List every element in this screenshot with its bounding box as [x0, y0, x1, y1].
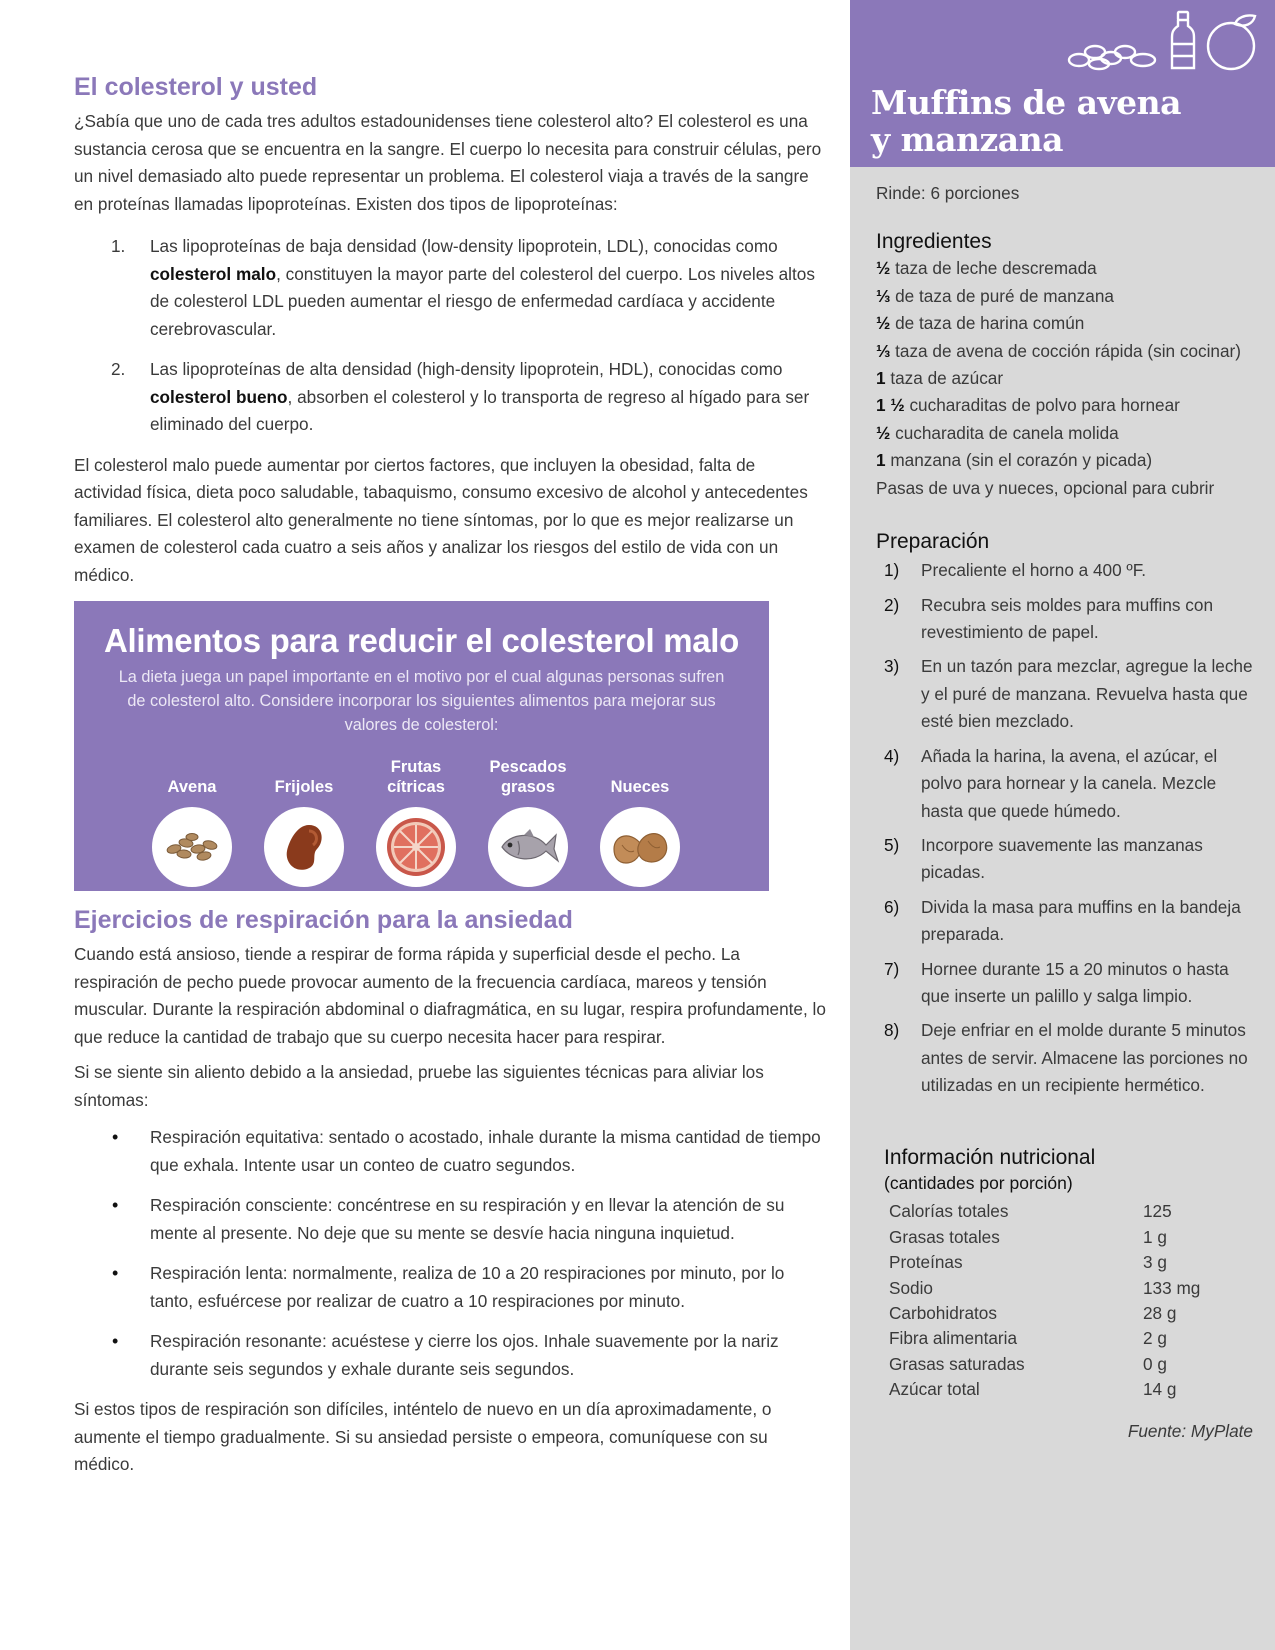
list-text — [150, 233, 826, 343]
foods-row — [136, 753, 696, 887]
ingredient-text: cucharaditas de polvo para hornear — [904, 395, 1180, 416]
step-text: Divida la masa para muffins en la bandeja preparada. — [921, 896, 1241, 945]
citrus-icon — [376, 807, 456, 887]
ingredient-text: taza de avena de cocción rápida (sin cocinar) — [890, 340, 1241, 361]
cholesterol-intro: ¿Sabía que uno de cada tres adultos estadounidenses tiene colesterol alto? El colesterol es una sustancia cerosa que se encuentra en la sangre. El cuerpo lo necesita para construir células, pero un nivel demasiado alto puede representar un problema. El colesterol viaja a través de la sangre en proteínas llamadas lipoproteínas. Existen dos tipos de lipoproteínas: — [74, 111, 822, 214]
nutrition-row — [876, 1199, 1255, 1224]
ingredient-qty: 1 — [876, 450, 886, 471]
nutrient-value: 3 g — [1143, 1252, 1167, 1273]
nutrition-row — [876, 1326, 1255, 1351]
ingredient-item — [876, 255, 1255, 282]
list-text: Respiración consciente: concéntrese en su respiración y en llevar la atención de su mente al presente. No deje que su mente se desvíe hacia ninguna inquietud. — [150, 1195, 785, 1243]
ingredient-text: de taza de harina común — [890, 313, 1085, 334]
bullet: • — [112, 1331, 119, 1351]
lipoprotein-list — [74, 233, 826, 439]
food-fish — [472, 753, 584, 887]
nutrient-label: Grasas saturadas — [889, 1353, 1025, 1374]
oats-outline-icon — [1065, 36, 1161, 72]
list-text-bold: colesterol malo — [150, 263, 277, 284]
nutrition-subheading: (cantidades por porción) — [884, 1172, 1073, 1193]
step-number: 2) — [884, 594, 900, 615]
ingredient-item — [876, 338, 1255, 365]
ingredient-text: de taza de puré de manzana — [890, 285, 1114, 306]
step-text: Añada la harina, la avena, el azúcar, el polvo para hornear y la canela. Mezcle hasta que quede húmedo. — [921, 745, 1218, 821]
ingredient-text: taza de azúcar — [885, 367, 1004, 388]
nutrient-label: Sodio — [889, 1277, 933, 1298]
step-text: Precaliente el horno a 400 ºF. — [921, 560, 1147, 581]
ingredient-text: cucharadita de canela molida — [890, 422, 1119, 443]
prep-step — [876, 557, 1255, 584]
step-text: Recubra seis moldes para muffins con revestimiento de papel. — [921, 594, 1214, 643]
list-text-part: , absorben el colesterol y lo transporta de regreso al hígado para ser eliminado del cuerpo. — [150, 386, 810, 434]
list-item — [74, 1328, 826, 1383]
food-label: Avena — [167, 778, 217, 796]
recipe-title-line1: Muffins de avena — [871, 83, 1181, 122]
step-text: Hornee durante 15 a 20 minutos o hasta que inserte un palillo y salga limpio. — [921, 958, 1229, 1006]
recipe-body — [850, 167, 1275, 1442]
step-text: En un tazón para mezclar, agregue la leche y el puré de manzana. Revuelva hasta que esté bien mezclado. — [921, 656, 1253, 732]
ingredient-qty: 1 ½ — [876, 395, 905, 416]
ingredient-qty: ½ — [876, 258, 891, 279]
apple-icon — [1205, 12, 1261, 72]
nutrient-label: Fibra alimentaria — [889, 1328, 1017, 1349]
list-text-part: , constituyen la mayor parte del colesterol del cuerpo. Los niveles altos de colesterol LDL pueden aumentar el riesgo de enfermedad cardíaca y accidente cerebrovascular. — [150, 263, 815, 339]
nutrition-row — [876, 1377, 1255, 1402]
food-beans — [248, 753, 360, 887]
step-number: 7) — [884, 958, 900, 979]
nutrient-label: Grasas totales — [889, 1226, 1000, 1247]
ingredient-item — [876, 420, 1255, 447]
ingredient-item — [876, 447, 1255, 474]
prep-step — [876, 653, 1255, 735]
main-column — [74, 72, 826, 1479]
milk-bottle-icon — [1169, 10, 1197, 72]
bullet: • — [112, 1127, 119, 1147]
prep-step — [876, 894, 1255, 949]
fish-icon — [488, 807, 568, 887]
ingredient-item — [876, 392, 1255, 419]
list-text-bold: colesterol bueno — [150, 386, 288, 407]
prep-step — [876, 956, 1255, 1011]
food-citrus — [360, 753, 472, 887]
food-label: Nueces — [610, 778, 670, 796]
nutrient-label: Proteínas — [889, 1252, 963, 1273]
ingredient-qty: ½ — [876, 313, 891, 334]
step-text: Deje enfriar en el molde durante 5 minutos antes de servir. Almacene las porciones no utilizadas en un recipiente hermético. — [921, 1020, 1248, 1096]
bullet: • — [112, 1263, 119, 1283]
ingredient-item — [876, 475, 1255, 502]
food-label: Pescados grasos — [489, 758, 567, 796]
nutrition-row — [876, 1225, 1255, 1250]
recipe-header — [850, 0, 1275, 167]
ingredient-qty: ⅓ — [876, 285, 891, 306]
ingredient-qty: ⅓ — [876, 340, 891, 361]
nutrient-value: 1 g — [1143, 1226, 1167, 1247]
ingredient-item — [876, 365, 1255, 392]
oats-icon — [152, 807, 232, 887]
prep-step — [876, 1017, 1255, 1099]
list-number: 2. — [111, 359, 126, 379]
nutrition-heading: Información nutricional — [884, 1145, 1096, 1169]
food-label: Frijoles — [274, 778, 334, 796]
list-text-part: Las lipoproteínas de alta densidad (high-density lipoprotein, HDL), conocidas como — [150, 359, 783, 379]
list-item — [74, 1124, 826, 1179]
list-item — [74, 233, 826, 343]
nuts-icon — [600, 807, 680, 887]
ingredient-text: manzana (sin el corazón y picada) — [885, 450, 1153, 471]
preparation-steps — [876, 557, 1255, 1099]
step-number: 4) — [884, 745, 900, 766]
nutrient-label: Azúcar total — [889, 1379, 980, 1400]
prep-step — [876, 743, 1255, 825]
breathing-p3: Si estos tipos de respiración son difíciles, inténtelo de nuevo en un día aproximadamente, o aumente el tiempo gradualmente. Si su ansiedad persiste o empeora, comuníquese con su médico. — [74, 1399, 772, 1474]
food-oats — [136, 753, 248, 887]
ingredients-list — [876, 255, 1255, 502]
nutrient-value: 0 g — [1143, 1353, 1167, 1374]
nutrition-row — [876, 1250, 1255, 1275]
food-nuts — [584, 753, 696, 887]
bean-icon — [264, 807, 344, 887]
list-item — [74, 356, 826, 439]
nutrient-value: 14 g — [1143, 1379, 1177, 1400]
nutrient-value: 133 mg — [1143, 1277, 1201, 1298]
recipe-title-line2: y manzana — [871, 120, 1063, 159]
cholesterol-outro: El colesterol malo puede aumentar por ciertos factores, que incluyen la obesidad, falta de actividad física, dieta poco saludable, tabaquismo, consumo excesivo de alcohol y antecedentes familiares. El colesterol alto generalmente no tiene síntomas, por lo que es mejor realizarse un examen de colesterol cada cuatro a seis años y analizar los riesgos del estilo de vida con un médico. — [74, 454, 808, 585]
ingredient-item — [876, 283, 1255, 310]
nutrient-value: 28 g — [1143, 1302, 1177, 1323]
list-item — [74, 1260, 826, 1315]
step-text: Incorpore suavemente las manzanas picadas. — [921, 834, 1203, 883]
breathing-list — [74, 1124, 826, 1383]
nutrition-table — [876, 1199, 1255, 1402]
ingredient-text: taza de leche descremada — [890, 258, 1097, 279]
banner-title: Alimentos para reducir el colesterol malo — [103, 622, 740, 659]
banner-text: La dieta juega un papel importante en el motivo por el cual algunas personas sufren de colesterol alto. Considere incorporar los siguientes alimentos para mejorar sus valores de colesterol: — [118, 668, 725, 735]
list-item — [74, 1192, 826, 1247]
preparation-heading: Preparación — [876, 529, 990, 553]
ingredients-heading: Ingredientes — [876, 230, 992, 253]
nutrient-label: Carbohidratos — [889, 1302, 997, 1323]
list-text — [150, 356, 826, 439]
step-number: 6) — [884, 896, 900, 917]
prep-step — [876, 832, 1255, 887]
recipe-sidebar — [850, 0, 1275, 1650]
recipe-title — [871, 84, 1181, 158]
nutrient-value: 125 — [1143, 1201, 1172, 1222]
step-number: 1) — [884, 560, 900, 581]
list-text-part: Las lipoproteínas de baja densidad (low-density lipoprotein, LDL), conocidas como — [150, 236, 778, 256]
step-number: 8) — [884, 1020, 900, 1041]
foods-banner — [74, 601, 769, 891]
list-number: 1. — [111, 236, 126, 256]
ingredient-qty: ½ — [876, 422, 891, 443]
ingredient-item — [876, 310, 1255, 337]
header-icons — [1065, 10, 1261, 72]
ingredient-text: Pasas de uva y nueces, opcional para cubrir — [876, 477, 1215, 498]
section-heading-breathing: Ejercicios de respiración para la ansiedad — [74, 906, 573, 934]
ingredient-qty: 1 — [876, 367, 886, 388]
bullet: • — [112, 1195, 119, 1215]
nutrition-row — [876, 1352, 1255, 1377]
nutrition-row — [876, 1276, 1255, 1301]
list-text: Respiración equitativa: sentado o acostado, inhale durante la misma cantidad de tiempo que exhala. Intente usar un conteo de cuatro segundos. — [150, 1127, 821, 1175]
prep-step — [876, 592, 1255, 647]
step-number: 3) — [884, 656, 900, 677]
list-text: Respiración lenta: normalmente, realiza de 10 a 20 respiraciones por minuto, por lo tanto, esfuércese por realizar de cuatro a 10 respiraciones por minuto. — [150, 1263, 785, 1311]
source-credit: Fuente: MyPlate — [1127, 1420, 1253, 1441]
step-number: 5) — [884, 834, 900, 855]
breathing-p1: Cuando está ansioso, tiende a respirar de forma rápida y superficial desde el pecho. La respiración de pecho puede provocar aumento de la frecuencia cardíaca, mareos y tensión muscular. Durante la respiración abdominal o diafragmática, en su lugar, respira profundamente, lo que reduce la cantidad de trabajo que su cuerpo necesita hacer para respirar. — [74, 944, 826, 1047]
list-text: Respiración resonante: acuéstese y cierre los ojos. Inhale suavemente por la nariz durante seis segundos y exhale durante seis segundos. — [150, 1331, 779, 1379]
food-label: Frutas cítricas — [387, 758, 445, 796]
breathing-p2: Si se siente sin aliento debido a la ansiedad, pruebe las siguientes técnicas para aliviar los síntomas: — [74, 1062, 764, 1110]
nutrient-label: Calorías totales — [889, 1201, 1009, 1222]
recipe-yield: Rinde: 6 porciones — [876, 183, 1020, 203]
nutrient-value: 2 g — [1143, 1328, 1167, 1349]
nutrition-row — [876, 1301, 1255, 1326]
section-heading-cholesterol: El colesterol y usted — [74, 73, 318, 101]
